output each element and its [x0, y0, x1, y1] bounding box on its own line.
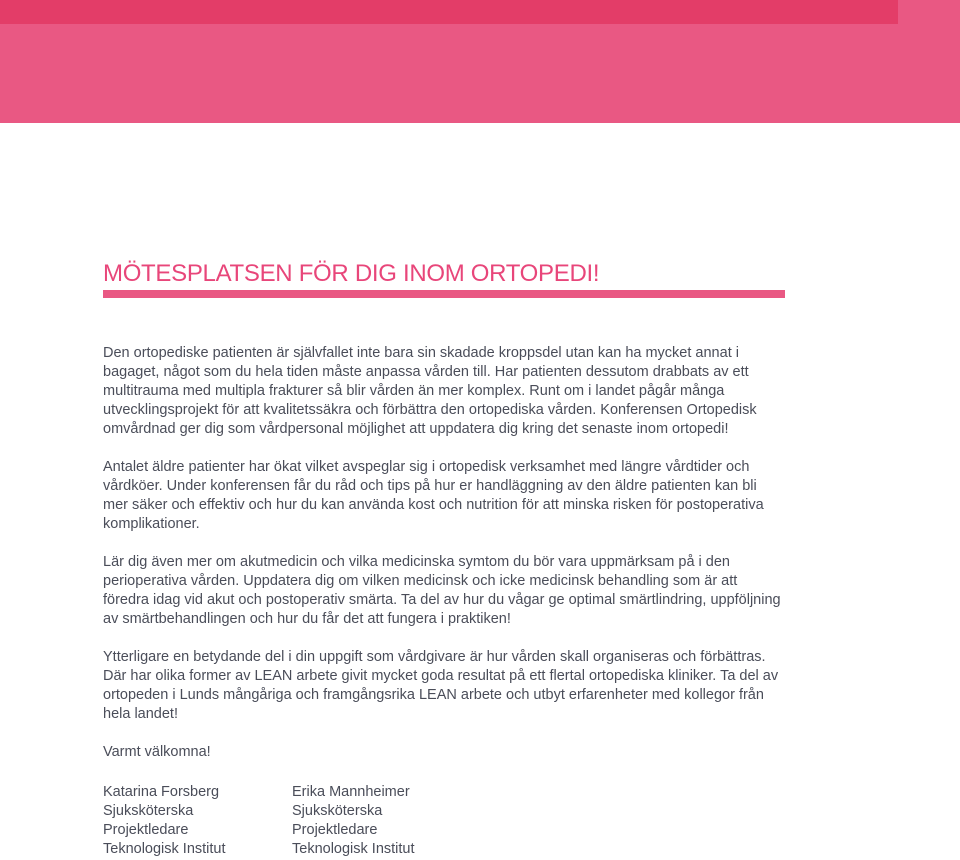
signature-role: Sjuksköterska	[103, 803, 194, 819]
paragraph-intro: Den ortopediske patienten är självfallet inte bara sin skadade kroppsdel utan kan ha mycket annat i bagaget, något som du hela tiden måste anpassa vården till. Har patienten dessutom drabbats av ett multitrauma med multipla frakturer så blir vården än mer komplex. Runt om i landet pågår många utvecklingsprojekt för att kvalitetssäkra och förbättra den ortopediska vården. Konferensen Ortopedisk omvårdnad ger dig som vårdpersonal möjlighet att uppdatera dig kring det senaste inom ortopedi!	[103, 345, 757, 437]
signature-organization: Teknologisk Institut	[292, 841, 415, 857]
header-accent-strip	[0, 0, 898, 24]
signature-name: Katarina Forsberg	[103, 784, 220, 800]
paragraph-acute-medicine: Lär dig även mer om akutmedicin och vilka medicinska symtom du bör vara uppmärksam på i den perioperativa vården. Uppdatera dig om vilken medicinsk och icke medicinsk behandling som är att föredra idag vid akut och postoperativ smärta. Ta del av hur du vågar ge optimal smärtlindring, uppföljning av smärtbehandlingen och hur du får det att fungera i praktiken!	[103, 554, 781, 627]
greeting: Varmt välkomna!	[103, 744, 211, 760]
signature-role: Sjuksköterska	[292, 803, 383, 819]
signature-name: Erika Mannheimer	[292, 784, 410, 800]
signature-title: Projektledare	[103, 822, 189, 838]
signature-organization: Teknologisk Institut	[103, 841, 226, 857]
page-title: MÖTESPLATSEN FÖR DIG INOM ORTOPEDI!	[103, 260, 600, 287]
signature-title: Projektledare	[292, 822, 378, 838]
title-underline	[103, 290, 785, 298]
paragraph-lean: Ytterligare en betydande del i din uppgift som vårdgivare är hur vården skall organiseras och förbättras. Där har olika former av LEAN arbete givit mycket goda resultat på ett flertal ortopediska kliniker. Ta del av ortopeden i Lunds mångåriga och framgångsrika LEAN arbete och utbyt erfarenheter med kollegor från hela landet!	[103, 649, 779, 722]
body-text	[103, 344, 783, 781]
signature-right	[292, 783, 415, 859]
signature-left	[103, 783, 226, 859]
paragraph-elderly-patients: Antalet äldre patienter har ökat vilket avspeglar sig i ortopedisk verksamhet med längre vårdtider och vårdköer. Under konferensen får du råd och tips på hur er handläggning av den äldre patienten kan bli mer säker och effektiv och hur du kan använda kost och nutrition för att minska risken för postoperativa komplikationer.	[103, 459, 764, 532]
